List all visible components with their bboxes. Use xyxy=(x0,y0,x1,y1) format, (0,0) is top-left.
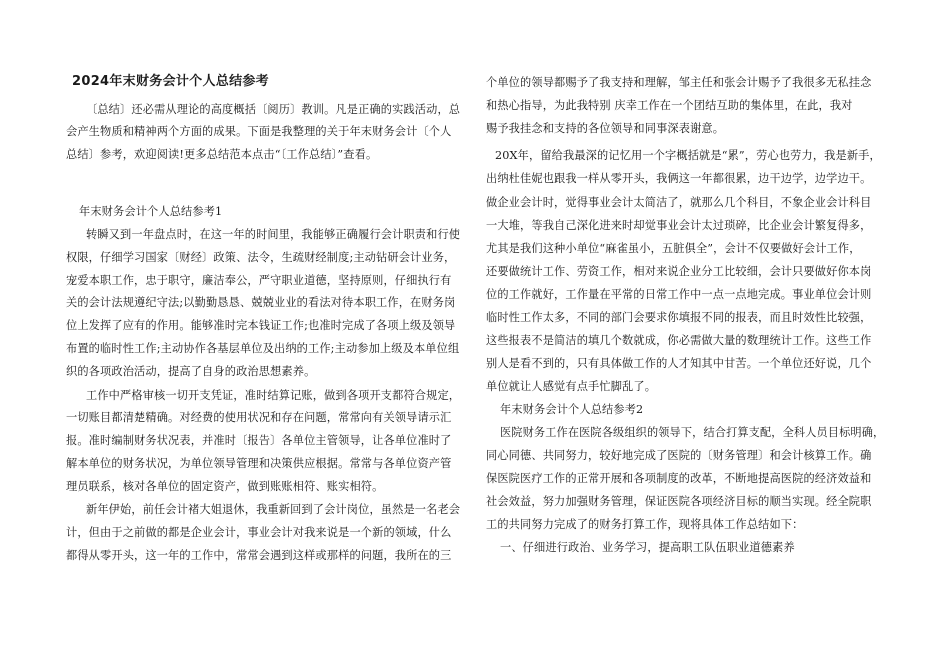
paragraph-line: 布置的临时性工作;主动协作各基层单位及出纳的工作;主动参加上级及本单位组 xyxy=(66,342,460,355)
paragraph-line: 关的会计法规遵纪守法;以勤勤恳恳、兢兢业业的看法对待本职工作，在财务岗 xyxy=(66,296,456,309)
paragraph-line: 出纳杜佳妮也跟我一样从零开头，我俩这一年都很累，边干边学，边学边干。 xyxy=(486,172,872,185)
paragraph-line: 宠爱本职工作，忠于职守，廉洁奉公，严守职业道德，坚持原则，仔细执行有 xyxy=(66,274,452,287)
paragraph-line: 位的工作就好，工作量在平常的日常工作中一点一点地完成。事业单位会计则 xyxy=(486,288,872,301)
paragraph-line: 工的共同努力完成了的财务打算工作，现将具体工作总结如下： xyxy=(486,518,804,531)
paragraph-line: 赐予我挂念和支持的各位领导和同事深表谢意。 xyxy=(486,122,725,135)
paragraph-line: 一大堆，等我自己深化进来时却觉事业会计太过琐碎，比企业会计繁复得多， xyxy=(486,219,872,232)
paragraph-line: 解本单位的财务状况，为单位领导管理和决策供应根据。常常与各单位资产管 xyxy=(66,457,452,470)
paragraph-line: 做企业会计时，觉得事业会计太简洁了，就那么几个科目，不象企业会计科目 xyxy=(486,196,872,209)
paragraph-line: 报。准时编制财务状况表，并准时〔报告〕各单位主管领导，让各单位准时了 xyxy=(66,434,452,447)
paragraph-line: 织的各项政治活动，提高了自身的政治思想素养。 xyxy=(66,365,316,378)
paragraph-line: 临时性工作太多，不同的部门会要求你填报不同的报表，而且时效性比较强， xyxy=(486,311,872,324)
paragraph-line: 还要做统计工作、劳资工作，相对来说企业分工比较细，会计只要做好你本岗 xyxy=(486,265,872,278)
paragraph-line: 转瞬又到一年盘点时，在这一年的时间里，我能够正确履行会计职责和行使 xyxy=(86,228,461,241)
paragraph-line: 单位就让人感觉有点手忙脚乱了。 xyxy=(486,380,657,393)
paragraph-line: 20X年，留给我最深的记忆用一个字概括就是“累”，劳心也劳力，我是新手， xyxy=(495,149,881,162)
paragraph-line: 计，但由于之前做的都是企业会计，事业会计对我来说是一个新的领域，什么 xyxy=(66,526,452,539)
paragraph-line: 位上发挥了应有的作用。能够准时完本钱证工作;也准时完成了各项上级及领导 xyxy=(66,319,456,332)
paragraph-line: 一、仔细进行政治、业务学习，提高职工队伍职业道德素养 xyxy=(500,541,795,554)
paragraph-line: 都得从零开头，这一年的工作中，常常会遇到这样或那样的问题，我所在的三 xyxy=(66,549,452,562)
paragraph-line: 保医院医疗工作的正常开展和各项制度的改革，不断地提高医院的经济效益和 xyxy=(486,472,872,485)
paragraph-line: 工作中严格审核一切开支凭证，准时结算记账，做到各项开支都符合规定， xyxy=(86,389,461,402)
paragraph-line: 这些报表不是简洁的填几个数就成，你必需做大量的数理统计工作。这些工作 xyxy=(486,334,872,347)
section-heading: 年末财务会计个人总结参考1 xyxy=(79,205,223,218)
paragraph-line: 别人是看不到的，只有具体做工作的人才知其中甘苦。一个单位还好说，几个 xyxy=(486,357,872,370)
paragraph-line: 理员联系，核对各单位的固定资产，做到账账相符、账实相符。 xyxy=(66,480,384,493)
paragraph-line: 新年伊始，前任会计褚大姐退休，我重新回到了会计岗位，虽然是一名老会 xyxy=(86,503,461,516)
paragraph-line: 医院财务工作在医院各级组织的领导下，结合打算支配，全科人员目标明确， xyxy=(500,426,885,439)
paragraph-line: 同心同德、共同努力，较好地完成了医院的〔财务管理〕和会计核算工作。确 xyxy=(486,449,872,462)
document-title: 2024年末财务会计个人总结参考 xyxy=(72,74,269,89)
paragraph-line: 〔总结〕还必需从理论的高度概括〔阅历〕教训。凡是正确的实践活动，总 xyxy=(86,103,461,116)
paragraph-line: 一切账目都清楚精确。对经费的使用状况和存在问题，常常向有关领导请示汇 xyxy=(66,411,452,424)
paragraph-line: 权限，仔细学习国家〔财经〕政策、法令，生疏财经制度;主动钻研会计业务， xyxy=(66,251,456,264)
paragraph-line: 和热心指导，为此我特别 庆幸工作在一个团结互助的集体里，在此，我对 xyxy=(486,99,853,112)
paragraph-line: 社会效益，努力加强财务管理，保证医院各项经济目标的顺当实现。经全院职 xyxy=(486,495,872,508)
paragraph-line: 会产生物质和精神两个方面的成果。下面是我整理的关于年末财务会计〔个人 xyxy=(66,125,452,138)
section-heading: 年末财务会计个人总结参考2 xyxy=(500,403,644,416)
paragraph-line: 尤其是我们这种小单位“麻雀虽小，五脏俱全”，会计不仅要做好会计工作， xyxy=(486,242,861,255)
paragraph-line: 总结〕参考，欢迎阅读!更多总结范本点击“〔工作总结〕”查看。 xyxy=(66,148,378,161)
paragraph-line: 个单位的领导都赐予了我支持和理解，邹主任和张会计赐予了我很多无私挂念 xyxy=(486,76,872,89)
